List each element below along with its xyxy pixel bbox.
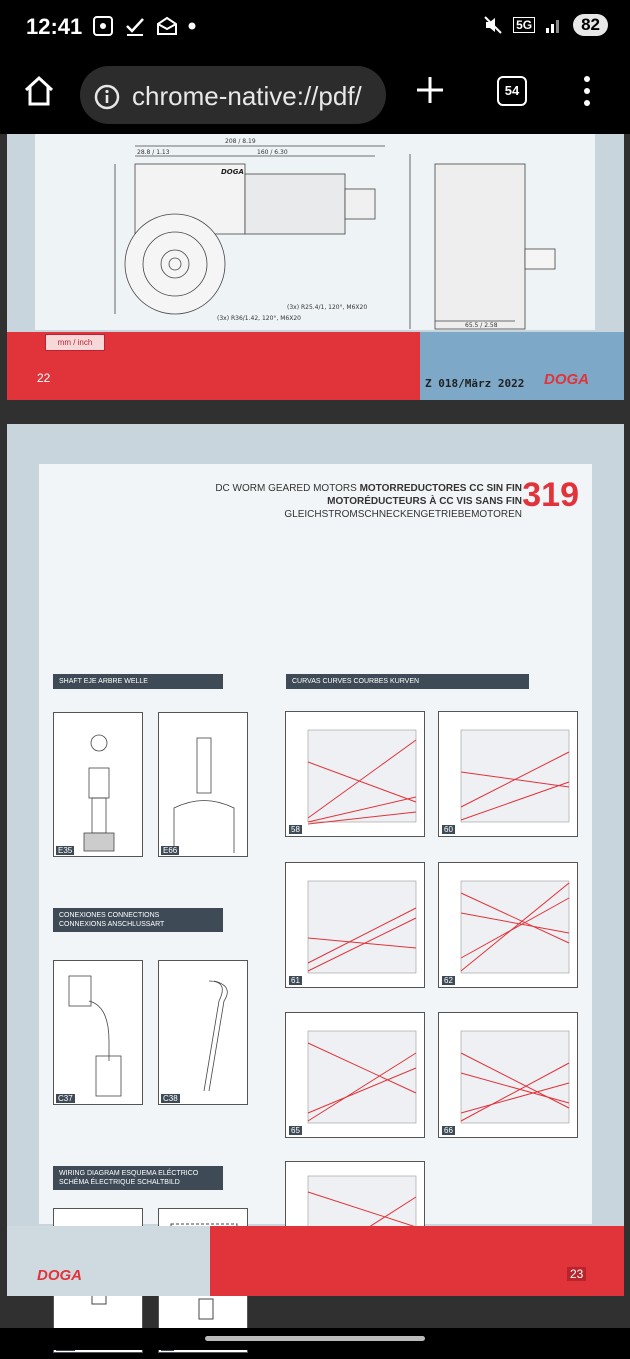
home-icon[interactable]: [22, 74, 56, 108]
dim-label: 28.8 / 1.13: [137, 149, 170, 156]
connection-box-c38: [158, 960, 248, 1105]
notification-dot-icon: [188, 22, 196, 30]
doga-logo: DOGA: [37, 1267, 82, 1284]
battery-indicator: 82: [573, 14, 608, 36]
url-text[interactable]: chrome-native://pdf/: [132, 81, 362, 111]
shaft-box-e66: [158, 712, 248, 857]
chart-label: 65: [291, 1126, 300, 1135]
mute-icon: [483, 15, 503, 35]
box-label: E35: [58, 846, 73, 855]
gesture-handle[interactable]: [205, 1336, 425, 1341]
screenshot-icon: [92, 15, 114, 37]
clock: 12:41: [26, 14, 83, 39]
chart-label: 58: [291, 825, 300, 834]
download-check-icon: [124, 15, 146, 37]
page-header: [162, 482, 522, 521]
page-number-22: 22: [37, 371, 51, 385]
address-bar[interactable]: [80, 66, 386, 124]
status-bar: [0, 0, 630, 56]
mail-icon: [156, 15, 178, 37]
document-code: Z 018/März 2022: [425, 377, 525, 390]
doga-logo: DOGA: [544, 371, 589, 388]
chart-label: 66: [444, 1126, 453, 1135]
motor-logo: DOGA: [221, 168, 244, 176]
model-number: 319: [522, 476, 579, 514]
chart-58: [285, 711, 425, 837]
network-type: 5G: [513, 17, 535, 33]
chart-label: 61: [291, 976, 300, 985]
footer-red-band: [210, 1226, 624, 1296]
dim-label: (3x) R25.4/1, 120°, M6X20: [287, 304, 368, 311]
page-number-23: 23: [567, 1267, 586, 1281]
header-de: GLEICHSTROMSCHNECKENGETRIEBEMOTOREN: [284, 509, 522, 520]
browser-toolbar: [0, 56, 630, 134]
chart-66: [438, 1012, 578, 1138]
header-fr: MOTORÉDUCTEURS À CC VIS SANS FIN: [327, 496, 522, 507]
box-label: C37: [58, 1094, 73, 1103]
units-label: mm / inch: [45, 334, 105, 351]
dim-label: 208 / 8.19: [225, 138, 256, 145]
connections-title-line2: CONNEXIONS ANSCHLUSSART: [59, 921, 165, 928]
footer-blue-band: [7, 1226, 210, 1296]
header-es: MOTORREDUCTORES CC SIN FIN: [359, 483, 522, 494]
section-shaft: SHAFT EJE ARBRE WELLE: [53, 674, 223, 689]
chart-61: [285, 862, 425, 988]
connection-box-c37: [53, 960, 143, 1105]
section-curves: CURVAS CURVES COURBES KURVEN: [286, 674, 529, 689]
chart-60: [438, 711, 578, 837]
connections-title-line1: CONEXIONES CONNECTIONS: [59, 912, 160, 919]
more-menu-icon[interactable]: [580, 74, 594, 108]
box-label: E66: [163, 846, 178, 855]
motor-drawing: [35, 134, 595, 330]
wiring-title-line1: WIRING DIAGRAM ESQUEMA ELÉCTRICO: [59, 1170, 199, 1177]
dim-label: 65.5 / 2.58: [465, 322, 498, 329]
dim-label: (3x) R36/1.42, 120°, M6X20: [217, 315, 301, 322]
tab-switcher-button[interactable]: 54: [497, 76, 527, 106]
pdf-page-23: [7, 424, 624, 1296]
pdf-viewer[interactable]: [0, 134, 630, 1328]
dim-label: 160 / 6.30: [257, 149, 288, 156]
chart-label: 60: [444, 825, 453, 834]
system-nav-bar: [0, 1328, 630, 1350]
chart-62: [438, 862, 578, 988]
header-en: DC WORM GEARED MOTORS: [215, 483, 357, 494]
chart-label: 62: [444, 976, 453, 985]
wiring-title-line2: SCHÉMA ÉLECTRIQUE SCHALTBILD: [59, 1179, 180, 1186]
shaft-box-e35: [53, 712, 143, 857]
chart-65: [285, 1012, 425, 1138]
info-icon[interactable]: [94, 84, 120, 110]
pdf-page-22: [7, 134, 624, 400]
new-tab-icon[interactable]: [414, 74, 446, 106]
signal-icon: [545, 16, 563, 34]
section-wiring: [53, 1166, 223, 1190]
box-label: C38: [163, 1094, 178, 1103]
section-connections: [53, 908, 223, 932]
